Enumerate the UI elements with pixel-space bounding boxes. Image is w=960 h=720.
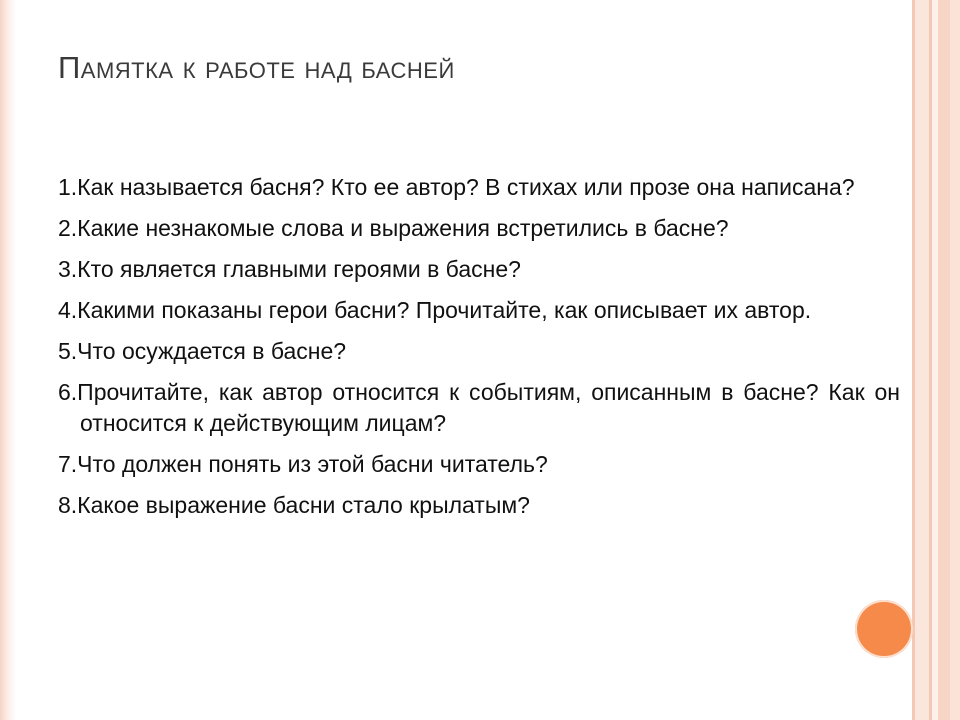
list-item: 6.Прочитайте, как автор относится к событиям, описанным в басне? Как он относится к действующим лицам? xyxy=(58,379,900,436)
slide-title: Памятка к работе над басней xyxy=(58,50,455,85)
list-item: 5.Что осуждается в басне? xyxy=(58,338,347,364)
list-item: 1.Как называется басня? Кто ее автор? В стихах или прозе она написана? xyxy=(58,174,855,200)
list-item: 8.Какое выражение басни стало крылатым? xyxy=(58,492,530,518)
question-list xyxy=(58,172,900,531)
right-stripe-decoration xyxy=(912,0,960,720)
list-item: 7.Что должен понять из этой басни читатель? xyxy=(58,451,548,477)
list-item: 3.Кто является главными героями в басне? xyxy=(58,256,521,282)
left-border-decoration xyxy=(0,0,16,720)
orange-circle-decoration xyxy=(855,600,913,658)
list-item: 4.Какими показаны герои басни? Прочитайте, как описывает их автор. xyxy=(58,297,812,323)
list-item: 2.Какие незнакомые слова и выражения встретились в басне? xyxy=(58,215,729,241)
